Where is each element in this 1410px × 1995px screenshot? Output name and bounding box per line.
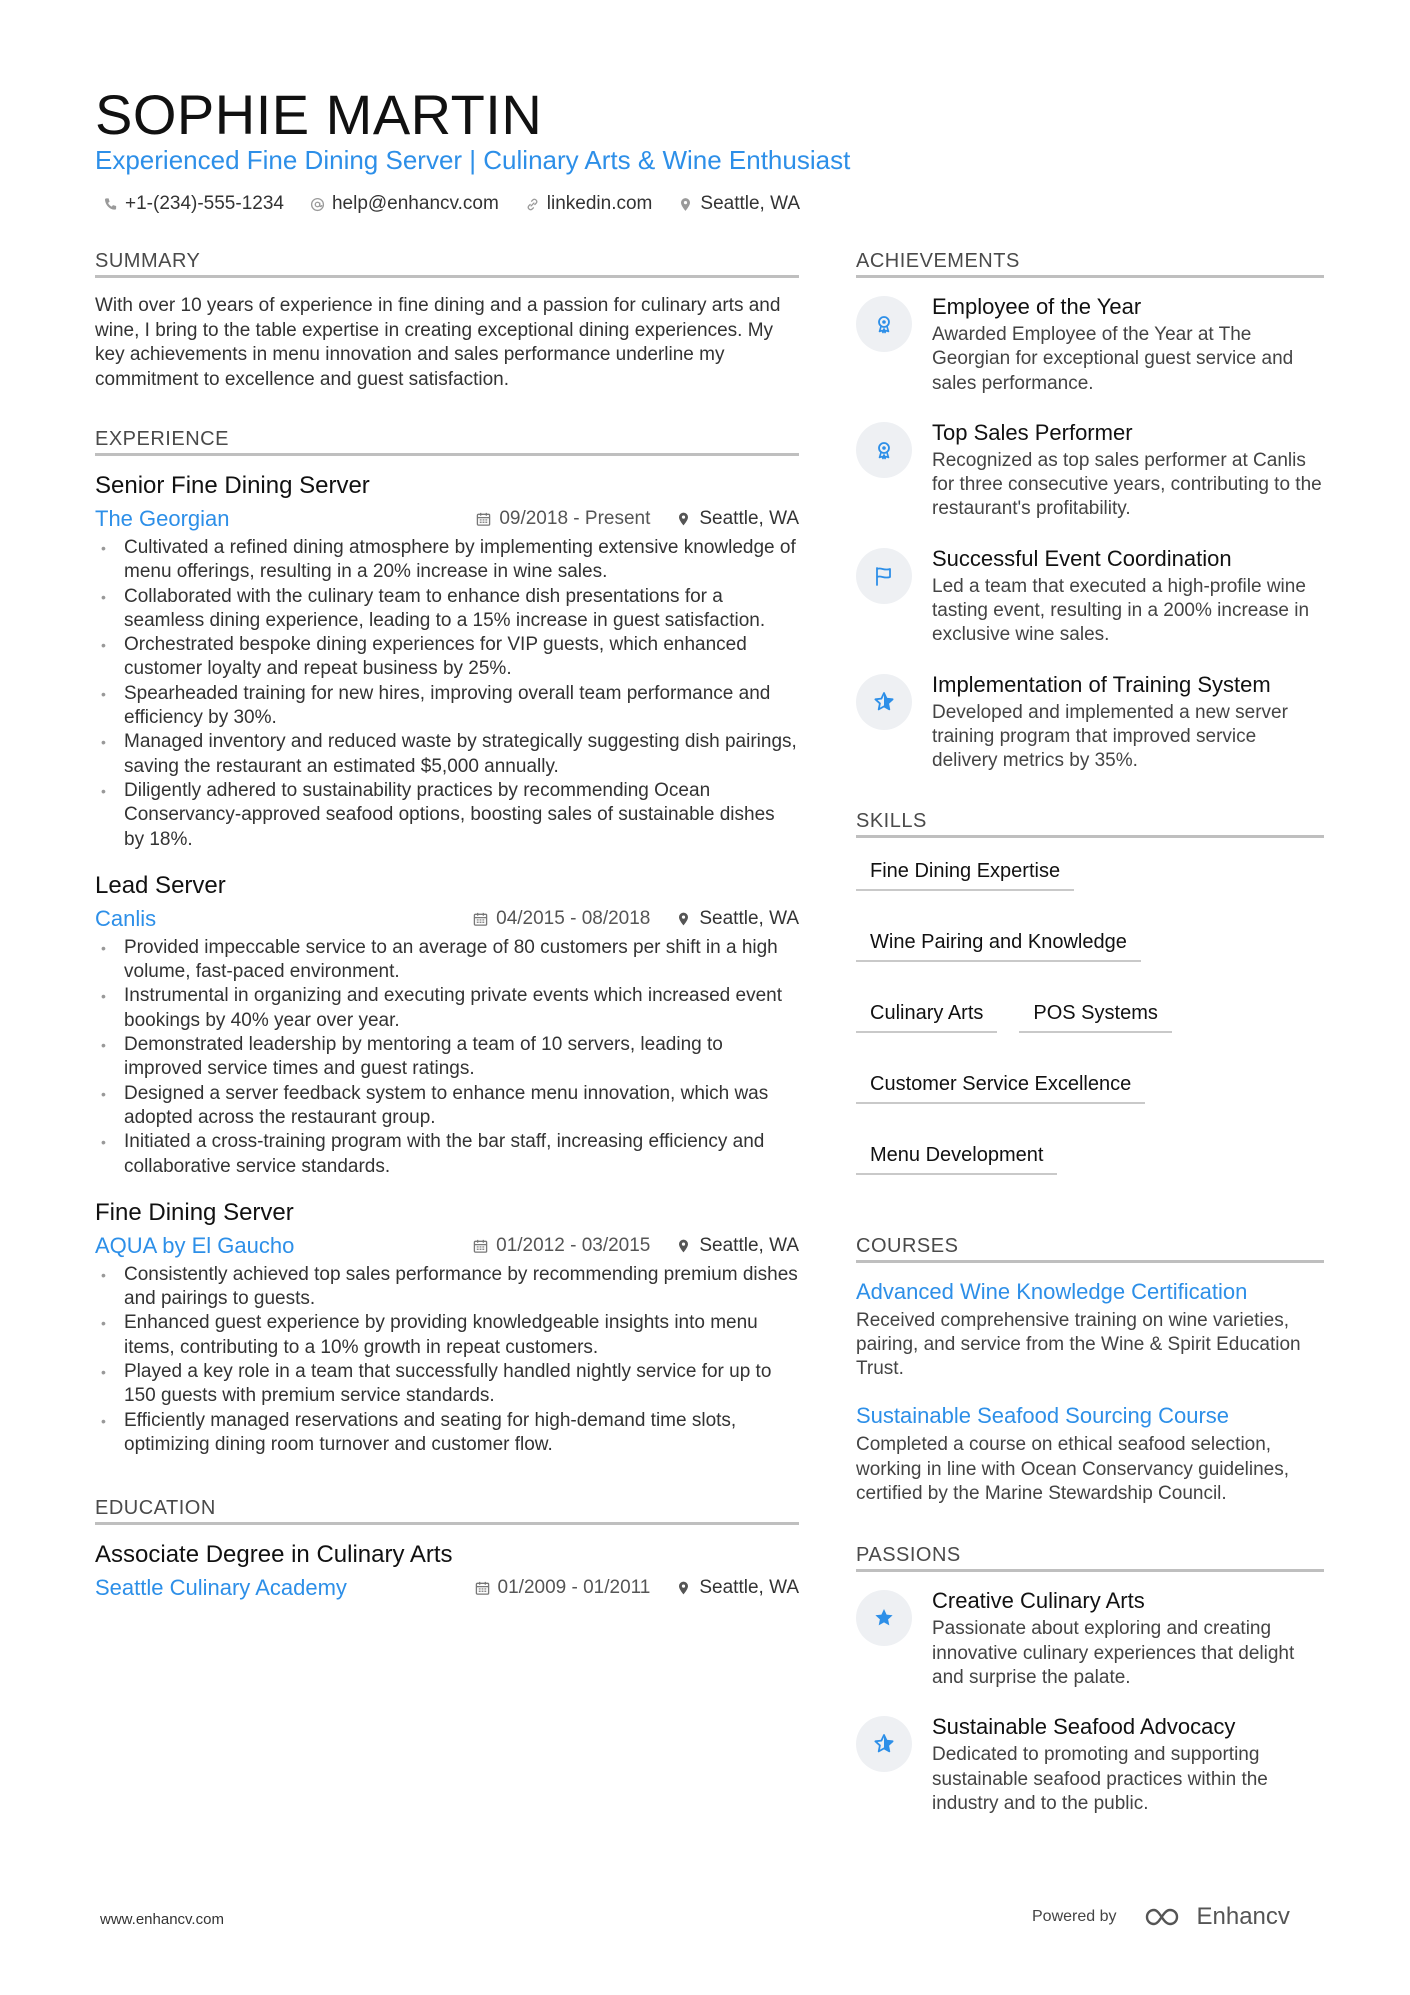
job-bullet: • Demonstrated leadership by mentoring a team of 10 servers, leading to improved service times and guest ratings.: [95, 1033, 799, 1082]
brand-logo[interactable]: [1143, 1903, 1290, 1931]
job-meta: [95, 906, 799, 932]
achievement-desc: Led a team that executed a high-profile wine tasting event, resulting in a 200% increase in exclusive wine sales.: [932, 575, 1310, 646]
job-meta: [95, 1233, 799, 1259]
star-icon: [856, 1590, 912, 1646]
achievement-desc: Developed and implemented a new server training program that improved service delivery metrics by 35%.: [932, 701, 1288, 772]
achievement-desc: Recognized as top sales performer at Canlis for three consecutive years, contributing to the restaurant's profitability.: [932, 449, 1322, 520]
skills-section: [856, 810, 1324, 1175]
location-pin-icon: [676, 1580, 691, 1596]
job-dates-text: 04/2015 - 08/2018: [496, 907, 651, 929]
at-icon: [310, 197, 325, 212]
achievement-title: Successful Event Coordination: [932, 545, 1232, 571]
course-item: [856, 1403, 1324, 1506]
link-icon: [525, 197, 540, 212]
location-pin-icon: [676, 1238, 691, 1254]
skills-list: [856, 854, 1324, 1175]
award-icon: [856, 296, 912, 352]
achievement-title: Employee of the Year: [932, 294, 1142, 319]
skills-heading: SKILLS: [856, 810, 1324, 838]
location-pin-icon: [676, 911, 691, 927]
job-bullets: [95, 936, 799, 1179]
achievement-item: [856, 672, 1324, 774]
award-icon: [856, 422, 912, 478]
course-item: [856, 1279, 1324, 1382]
location-pin-icon: [676, 511, 691, 527]
job-bullet: • Spearheaded training for new hires, improving overall team performance and efficiency by 30%.: [95, 682, 799, 731]
calendar-icon: [473, 1238, 488, 1254]
job-bullet: • Instrumental in organizing and executing private events which increased event bookings by 40% year over year.: [95, 984, 799, 1033]
job-dates-text: 01/2012 - 03/2015: [496, 1234, 651, 1256]
job-entry: [95, 472, 799, 852]
course-desc: Received comprehensive training on wine varieties, pairing, and service from the Wine & Spirit Education Trust.: [856, 1309, 1301, 1380]
achievement-title: Implementation of Training System: [932, 671, 1271, 697]
education-meta: [95, 1575, 799, 1601]
skill-tag: Customer Service Excellence: [856, 1073, 1145, 1104]
education-location-text: Seattle, WA: [699, 1577, 799, 1599]
calendar-icon: [475, 1580, 490, 1596]
contact-location: [678, 193, 800, 215]
calendar-icon: [473, 911, 488, 927]
star-outline-icon: [856, 1716, 912, 1772]
right-column: [856, 250, 1324, 1840]
job-dates: [473, 908, 650, 930]
job-company: AQUA by El Gaucho: [95, 1232, 295, 1258]
passion-item: [856, 1588, 1324, 1690]
job-meta: [95, 506, 799, 532]
passion-title: Sustainable Seafood Advocacy: [932, 1714, 1236, 1740]
skill-tag: POS Systems: [1019, 1002, 1171, 1033]
job-bullet: • Initiated a cross-training program with the bar staff, increasing efficiency and collaborative service standards.: [95, 1130, 799, 1179]
skill-tag: Fine Dining Expertise: [856, 860, 1074, 891]
job-dates: [476, 508, 650, 530]
summary-text: With over 10 years of experience in fine dining and a passion for culinary arts and wine, I bring to the table expertise in creating exceptional dining experiences. My key achievements in menu innovation and sales performance underline my commitment to excellence and guest satisfaction.: [95, 295, 781, 390]
job-bullets: [95, 1263, 799, 1457]
job-bullet: • Collaborated with the culinary team to enhance dish presentations for a seamless dining experience, leading to a 15% increase in guest satisfaction.: [95, 585, 799, 634]
job-entry: [95, 1199, 799, 1457]
course-title: Advanced Wine Knowledge Certification: [856, 1278, 1248, 1304]
education-dates-text: 01/2009 - 01/2011: [497, 1577, 651, 1599]
job-bullet: • Designed a server feedback system to enhance menu innovation, which was adopted across the restaurant group.: [95, 1082, 799, 1131]
flag-icon: [856, 548, 912, 604]
passion-desc: Dedicated to promoting and supporting sustainable seafood practices within the industry and to the public.: [932, 1744, 1268, 1814]
phone-icon: [103, 197, 118, 212]
job-bullet: • Managed inventory and reduced waste by strategically suggesting dish pairings, saving the restaurant an estimated $5,000 annually.: [95, 730, 799, 779]
achievements-section: [856, 250, 1324, 774]
job-bullet: • Orchestrated bespoke dining experiences for VIP guests, which enhanced customer loyalty and repeat business by 25%.: [95, 633, 799, 682]
passions-heading: PASSIONS: [856, 1544, 1324, 1572]
achievement-item: [856, 420, 1324, 522]
star-icon: [856, 674, 912, 730]
passion-desc: Passionate about exploring and creating innovative culinary experiences that delight and surprise the palate.: [932, 1618, 1295, 1688]
job-dates-text: 09/2018 - Present: [499, 508, 651, 529]
summary-heading: SUMMARY: [95, 250, 799, 278]
job-bullet: • Provided impeccable service to an average of 80 customers per shift in a high volume, fast-paced environment.: [95, 936, 799, 985]
location-text: Seattle, WA: [700, 193, 801, 214]
experience-heading: EXPERIENCE: [95, 428, 799, 456]
job-dates: [473, 1235, 650, 1257]
achievement-title: Top Sales Performer: [932, 419, 1133, 445]
achievement-item: [856, 546, 1324, 648]
job-bullets: [95, 536, 799, 852]
contact-bar: [103, 193, 800, 215]
passion-item: [856, 1714, 1324, 1816]
summary-section: [95, 250, 799, 392]
education-heading: EDUCATION: [95, 1497, 799, 1525]
courses-heading: COURSES: [856, 1235, 1324, 1263]
job-role: Fine Dining Server: [95, 1198, 294, 1226]
job-company: Canlis: [95, 905, 157, 931]
achievement-desc: Awarded Employee of the Year at The Georgian for exceptional guest service and sales performance.: [932, 324, 1294, 394]
passion-title: Creative Culinary Arts: [932, 1588, 1145, 1614]
achievements-heading: ACHIEVEMENTS: [856, 250, 1324, 278]
job-bullet: • Diligently adhered to sustainability practices by recommending Ocean Conservancy-approved seafood options, boosting sales of sustainable dishes by 18%.: [95, 779, 799, 852]
job-company: The Georgian: [95, 506, 230, 531]
skill-tag: Wine Pairing and Knowledge: [856, 931, 1141, 962]
contact-linkedin[interactable]: [525, 193, 653, 215]
job-location-text: Seattle, WA: [699, 508, 799, 529]
job-location: [676, 908, 799, 930]
education-degree: Associate Degree in Culinary Arts: [95, 1541, 453, 1569]
courses-section: [856, 1235, 1324, 1507]
job-bullet: • Played a key role in a team that successfully handled nightly service for up to 150 guests with premium service standards.: [95, 1360, 799, 1409]
job-meta-right: [476, 508, 799, 530]
job-bullet: • Consistently achieved top sales performance by recommending premium dishes and pairings to guests.: [95, 1263, 799, 1312]
skill-tag: Culinary Arts: [856, 1002, 997, 1033]
course-title: Sustainable Seafood Sourcing Course: [856, 1403, 1230, 1429]
experience-section: [95, 428, 799, 1457]
calendar-icon: [476, 511, 491, 527]
education-meta-right: [475, 1577, 799, 1599]
brand-name: Enhancv: [1196, 1903, 1290, 1930]
skill-tag: Menu Development: [856, 1144, 1057, 1175]
powered-by-text: Powered by: [1032, 1908, 1117, 1925]
location-pin-icon: [678, 197, 693, 212]
job-meta-right: [473, 1235, 799, 1257]
contact-phone[interactable]: [103, 193, 284, 215]
email-text: help@enhancv.com: [331, 193, 499, 214]
job-role: Lead Server: [95, 871, 226, 899]
linkedin-text: linkedin.com: [546, 193, 653, 214]
candidate-headline: Experienced Fine Dining Server | Culinary Arts & Wine Enthusiast: [95, 145, 851, 175]
job-bullet: • Enhanced guest experience by providing knowledgeable insights into menu items, contributing to a 10% growth in repeat customers.: [95, 1311, 799, 1360]
enhancv-logo-icon: [1143, 1905, 1189, 1929]
job-location: [676, 1235, 799, 1257]
job-meta-right: [473, 908, 799, 930]
education-section: [95, 1497, 799, 1601]
job-bullet: • Cultivated a refined dining atmosphere by implementing extensive knowledge of menu offerings, resulting in a 20% increase in wine sales.: [95, 536, 799, 585]
footer-branding: [1032, 1903, 1290, 1931]
footer-website[interactable]: www.enhancv.com: [100, 1911, 224, 1928]
job-entry: [95, 872, 799, 1179]
job-bullet: • Efficiently managed reservations and seating for high-demand time slots, optimizing dining room turnover and customer flow.: [95, 1409, 799, 1458]
education-school: Seattle Culinary Academy: [95, 1575, 347, 1601]
job-location: [676, 508, 799, 530]
job-location-text: Seattle, WA: [699, 1234, 799, 1256]
left-column: [95, 250, 799, 1605]
passions-section: [856, 1544, 1324, 1816]
achievement-item: [856, 294, 1324, 396]
job-location-text: Seattle, WA: [699, 907, 799, 929]
job-role: Senior Fine Dining Server: [95, 472, 370, 499]
education-location: [676, 1577, 799, 1599]
phone-text: +1-(234)-555-1234: [125, 193, 284, 214]
course-desc: Completed a course on ethical seafood selection, working in line with Ocean Conservancy guidelines, certified by the Marine Stewardship Council.: [856, 1434, 1290, 1505]
candidate-name: SOPHIE MARTIN: [95, 83, 543, 146]
education-dates: [475, 1577, 651, 1599]
contact-email[interactable]: [310, 193, 499, 215]
